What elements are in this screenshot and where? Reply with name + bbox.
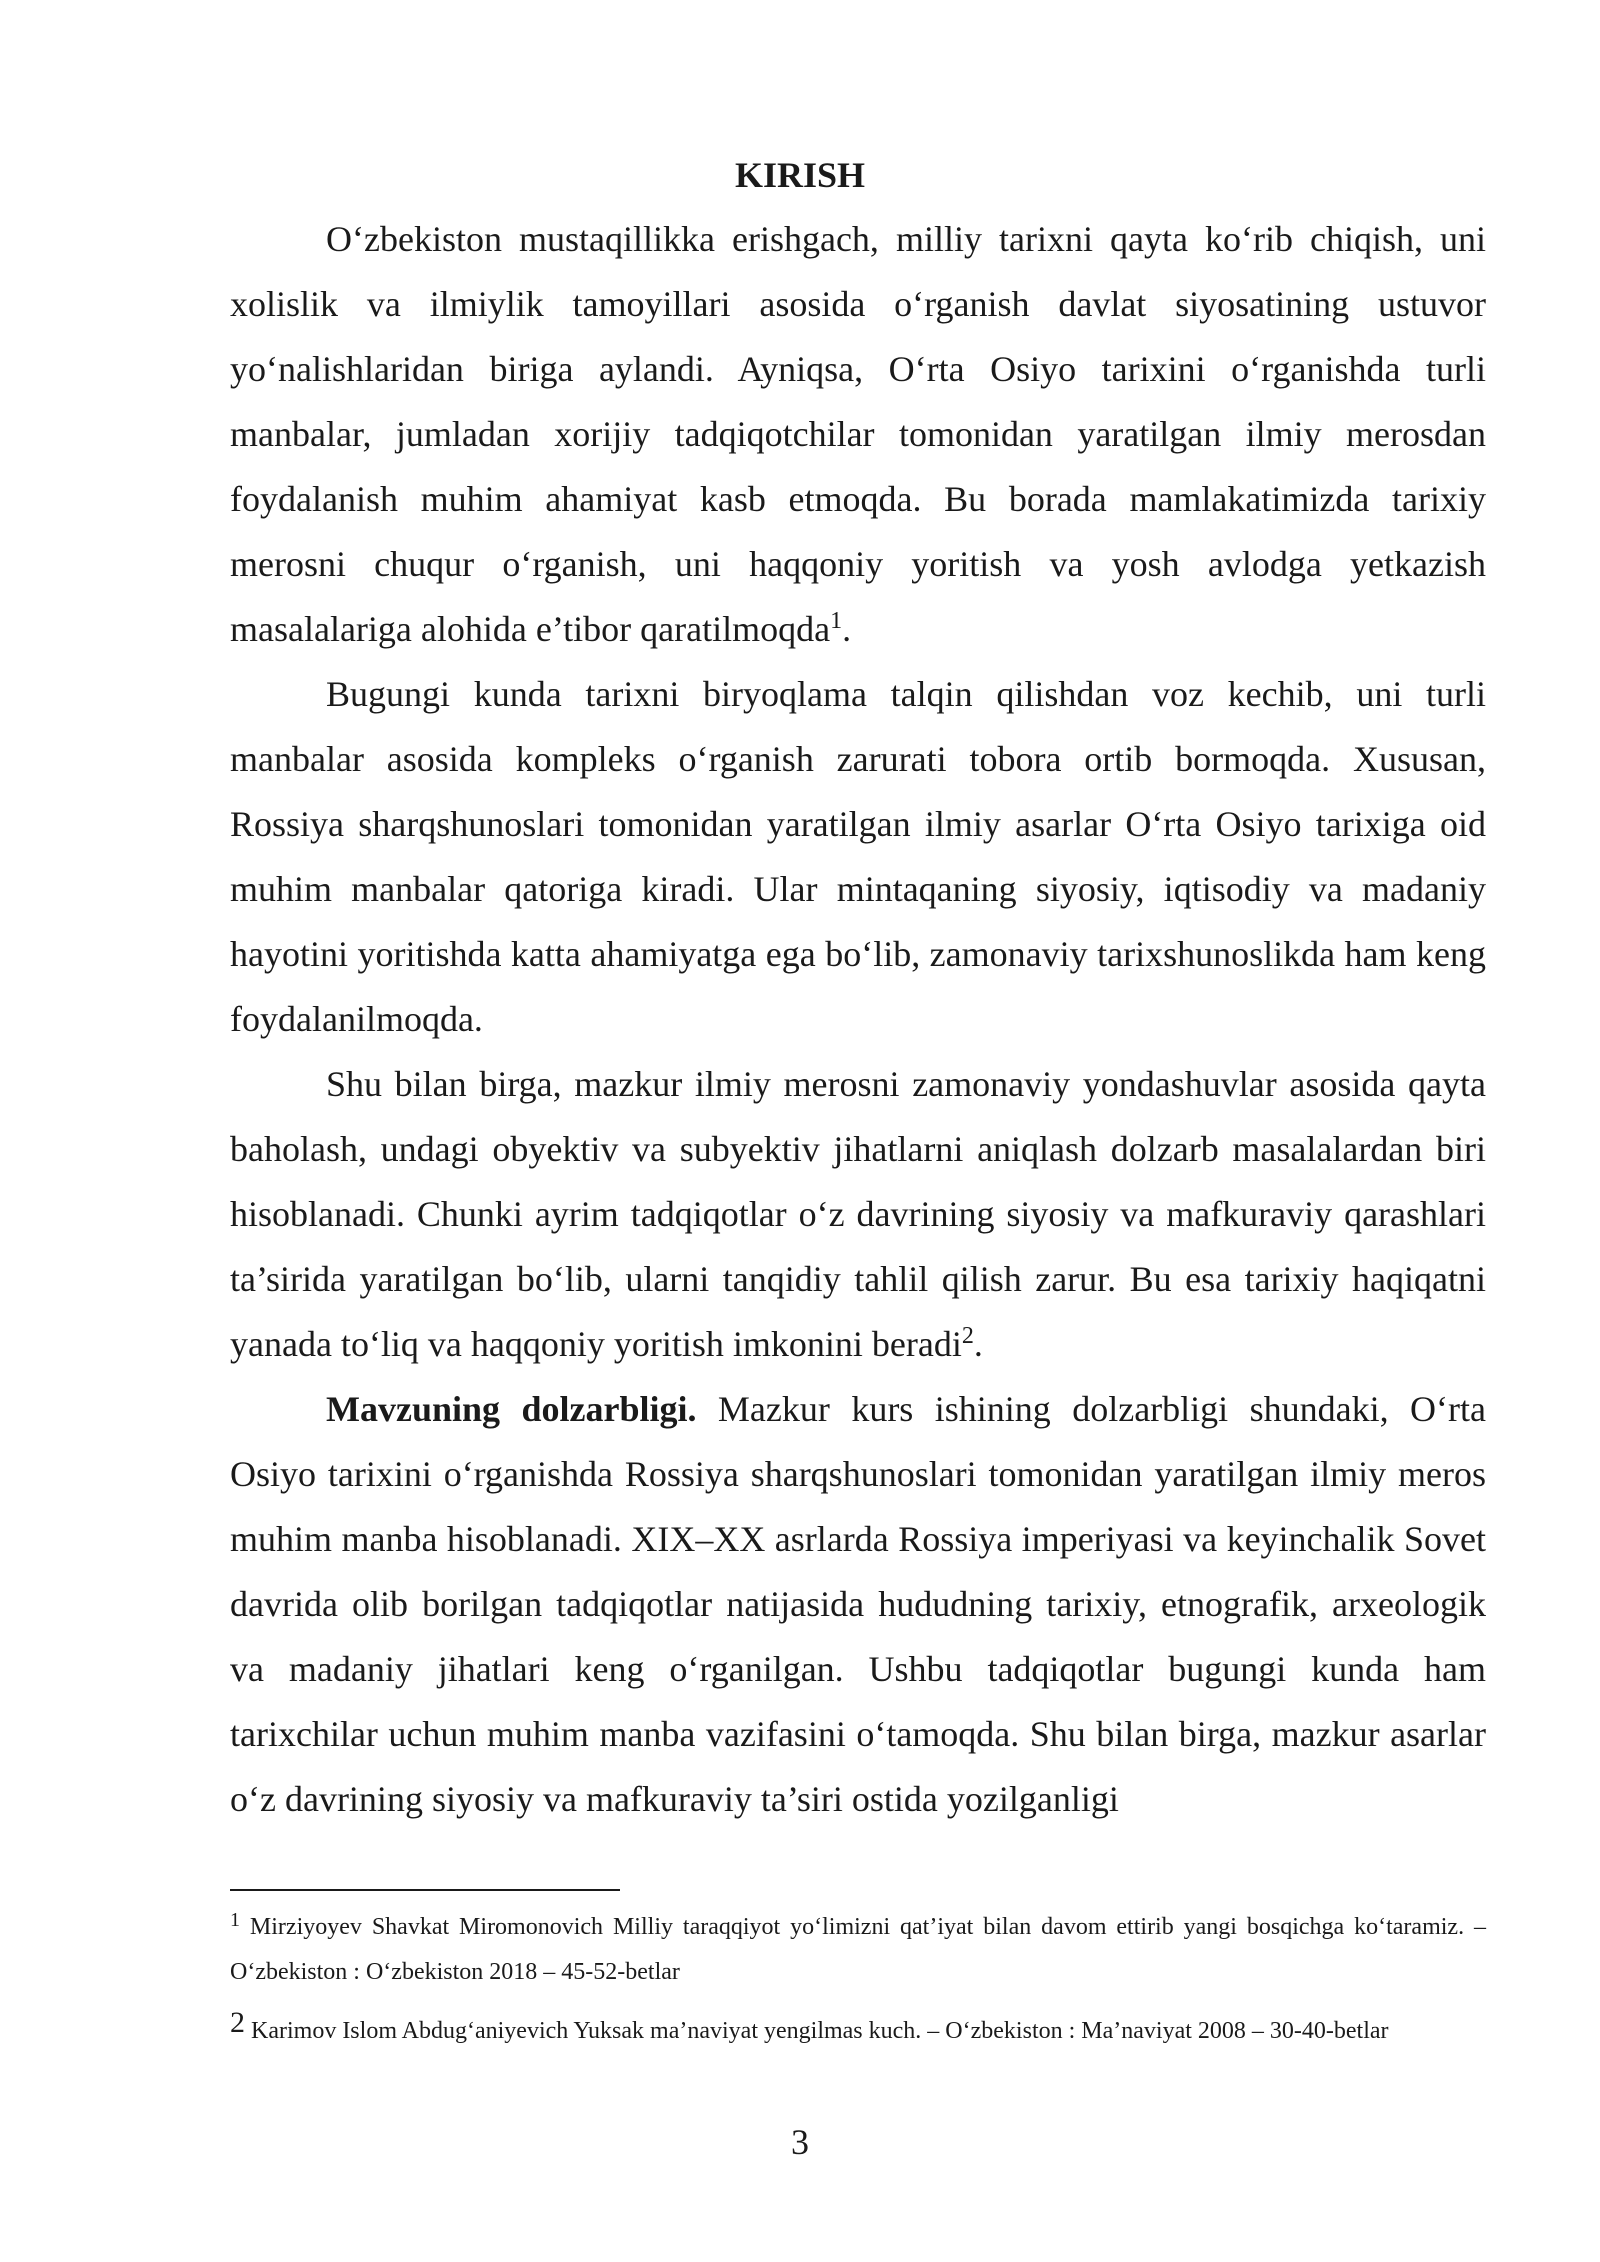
footnote-separator — [230, 1889, 620, 1891]
footnote-ref-2[interactable]: 2 — [961, 1323, 974, 1349]
footnote-1-mark: 1 — [230, 1909, 240, 1931]
paragraph-1-end: . — [842, 609, 852, 649]
paragraph-4-heading: Mavzuning dolzarbligi. — [326, 1389, 697, 1429]
footnote-1-text: Mirziyoyev Shavkat Miromonovich Milliy taraqqiyot yo‘limizni qat’iyat bilan davom ettirib yangi bosqichga ko‘taramiz. – O‘zbekiston : O‘zbekiston 2018 – 45-52-betlar — [230, 1914, 1486, 1985]
footnote-2-mark: 2 — [230, 2006, 245, 2039]
footnotes — [230, 1905, 1486, 2068]
footnote-2 — [230, 2006, 1486, 2054]
main-text — [230, 207, 1486, 1832]
footnote-2-text: Karimov Islom Abdug‘aniyevich Yuksak ma’naviyat yengilmas kuch. – O‘zbekiston : Ma’naviyat 2008 – 30-40-betlar — [245, 2018, 1389, 2044]
paragraph-3-end: . — [973, 1324, 983, 1364]
paragraph-4 — [230, 1377, 1486, 1832]
paragraph-4-text: Mazkur kurs ishining dolzarbligi shundaki, O‘rta Osiyo tarixini o‘rganishda Rossiya sharqshunoslari tomonidan yaratilgan ilmiy meros muhim manba hisoblanadi. XIX–XX asrlarda Rossiya imperiyasi va keyinchalik Sovet davrida olib borilgan tadqiqotlar natijasida hududning tarixiy, etnografik, arxeologik va madaniy jihatlari keng o‘rganilgan. Ushbu tadqiqotlar bugungi kunda ham tarixchilar uchun muhim manba vazifasini o‘tamoqda. Shu bilan birga, mazkur asarlar o‘z davrining siyosiy va mafkuraviy ta’siri ostida yozilganligi — [230, 1389, 1487, 1819]
paragraph-2: Bugungi kunda tarixni biryoqlama talqin qilishdan voz kechib, uni turli manbalar asosida kompleks o‘rganish zarurati tobora ortib bormoqda. Xususan, Rossiya sharqshunoslari tomonidan yaratilgan ilmiy asarlar O‘rta Osiyo tarixiga oid muhim manbalar qatoriga kiradi. Ular mintaqaning siyosiy, iqtisodiy va madaniy hayotini yoritishda katta ahamiyatga ega bo‘lib, zamonaviy tarixshunoslikda ham keng foydalanilmoqda. — [230, 674, 1486, 1039]
section-title: KIRISH — [734, 155, 866, 195]
footnote-ref-1[interactable]: 1 — [830, 608, 843, 634]
page-number: 3 — [791, 2122, 809, 2162]
paragraph-1 — [230, 207, 1486, 662]
paragraph-3-text: Shu bilan birga, mazkur ilmiy merosni zamonaviy yondashuvlar asosida qayta baholash, undagi obyektiv va subyektiv jihatlarni aniqlash dolzarb masalalardan biri hisoblanadi. Chunki ayrim tadqiqotlar o‘z davrining siyosiy va mafkuraviy qarashlari ta’sirida yaratilgan bo‘lib, ularni tanqidiy tahlil qilish zarur. Bu esa tarixiy haqiqatni yanada to‘liq va haqqoniy yoritish imkonini beradi — [230, 1064, 1486, 1364]
footnote-1 — [230, 1905, 1486, 1995]
paragraph-1-text: O‘zbekiston mustaqillikka erishgach, milliy tarixni qayta ko‘rib chiqish, uni xolislik va ilmiylik tamoyillari asosida o‘rganish davlat siyosatining ustuvor yo‘nalishlaridan biriga aylandi. Ayniqsa, O‘rta Osiyo tarixini o‘rganishda turli manbalar, jumladan xorijiy tadqiqotchilar tomonidan yaratilgan ilmiy merosdan foydalanish muhim ahamiyat kasb etmoqda. Bu borada mamlakatimizda tarixiy merosni chuqur o‘rganish, uni haqqoniy yoritish va yosh avlodga yetkazish masalalariga alohida e’tibor qaratilmoqda — [230, 219, 1486, 649]
paragraph-3 — [230, 1052, 1486, 1377]
